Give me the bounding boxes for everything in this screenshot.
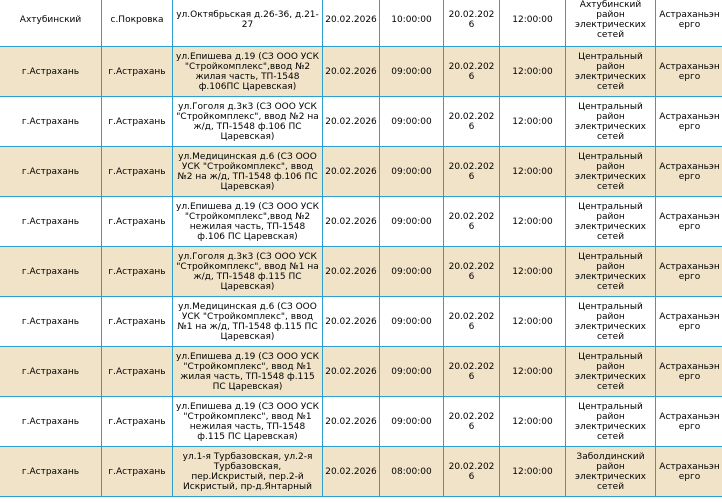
district-cell: Ахтубинский xyxy=(0,0,102,47)
company-cell: Астраханьэнерго xyxy=(656,47,722,97)
district-cell: г.Астрахань xyxy=(0,197,102,247)
end-date-cell: 20.02.2026 xyxy=(444,397,500,447)
table-row xyxy=(0,447,722,497)
end-date-cell: 20.02.2026 xyxy=(444,97,500,147)
end-date-cell: 20.02.2026 xyxy=(444,347,500,397)
company-cell: Астраханьэнерго xyxy=(656,0,722,47)
company-cell: Астраханьэнерго xyxy=(656,247,722,297)
table-row xyxy=(0,197,722,247)
table-row xyxy=(0,397,722,447)
end-time-cell: 12:00:00 xyxy=(500,447,566,497)
address-cell: ул.Епишева д.19 (СЗ ООО УСК "Стройкомплекс", ввод №1 нежилая часть, ТП-1548 ф.115 ПС Царевская) xyxy=(173,397,323,447)
network-cell: Ахтубинский район электрических сетей xyxy=(566,0,656,47)
end-date-cell: 20.02.2026 xyxy=(444,0,500,47)
start-time-cell: 09:00:00 xyxy=(380,197,444,247)
end-time-cell: 12:00:00 xyxy=(500,0,566,47)
start-date-cell: 20.02.2026 xyxy=(323,0,380,47)
district-cell: г.Астрахань xyxy=(0,447,102,497)
end-date-cell: 20.02.2026 xyxy=(444,197,500,247)
company-cell: Астраханьэнерго xyxy=(656,97,722,147)
end-date-cell: 20.02.2026 xyxy=(444,297,500,347)
end-date-cell: 20.02.2026 xyxy=(444,47,500,97)
start-time-cell: 09:00:00 xyxy=(380,47,444,97)
locality-cell: г.Астрахань xyxy=(102,197,173,247)
start-time-cell: 09:00:00 xyxy=(380,247,444,297)
district-cell: г.Астрахань xyxy=(0,247,102,297)
network-cell: Центральный район электрических сетей xyxy=(566,297,656,347)
start-time-cell: 09:00:00 xyxy=(380,147,444,197)
end-time-cell: 12:00:00 xyxy=(500,247,566,297)
address-cell: ул.Епишева д.19 (СЗ ООО УСК "Стройкомплекс", ввод №1 жилая часть, ТП-1548 ф.115 ПС Царевская) xyxy=(173,347,323,397)
end-time-cell: 12:00:00 xyxy=(500,147,566,197)
table-row xyxy=(0,0,722,47)
start-date-cell: 20.02.2026 xyxy=(323,247,380,297)
end-time-cell: 12:00:00 xyxy=(500,297,566,347)
start-date-cell: 20.02.2026 xyxy=(323,447,380,497)
address-cell: ул.Октябрьская д.26-36, д.21-27 xyxy=(173,0,323,47)
locality-cell: г.Астрахань xyxy=(102,297,173,347)
company-cell: Астраханьэнерго xyxy=(656,197,722,247)
address-cell: ул.Епишева д.19 (СЗ ООО УСК "Стройкомплекс",ввод №2 нежилая часть, ТП-1548 ф.106 ПС Царевская) xyxy=(173,197,323,247)
network-cell: Центральный район электрических сетей xyxy=(566,247,656,297)
start-date-cell: 20.02.2026 xyxy=(323,397,380,447)
start-time-cell: 09:00:00 xyxy=(380,397,444,447)
end-time-cell: 12:00:00 xyxy=(500,397,566,447)
end-date-cell: 20.02.2026 xyxy=(444,147,500,197)
network-cell: Заболдинский район электрических сетей xyxy=(566,447,656,497)
end-date-cell: 20.02.2026 xyxy=(444,247,500,297)
start-date-cell: 20.02.2026 xyxy=(323,47,380,97)
table-row xyxy=(0,247,722,297)
table-row xyxy=(0,97,722,147)
start-date-cell: 20.02.2026 xyxy=(323,97,380,147)
locality-cell: г.Астрахань xyxy=(102,97,173,147)
start-time-cell: 10:00:00 xyxy=(380,0,444,47)
district-cell: г.Астрахань xyxy=(0,147,102,197)
address-cell: ул.Епишева д.19 (СЗ ООО УСК "Стройкомплекс",ввод №2 жилая часть, ТП-1548 ф.106ПС Царевская) xyxy=(173,47,323,97)
network-cell: Центральный район электрических сетей xyxy=(566,197,656,247)
locality-cell: г.Астрахань xyxy=(102,147,173,197)
end-date-cell: 20.02.2026 xyxy=(444,447,500,497)
table-row xyxy=(0,147,722,197)
locality-cell: г.Астрахань xyxy=(102,347,173,397)
end-time-cell: 12:00:00 xyxy=(500,47,566,97)
start-date-cell: 20.02.2026 xyxy=(323,297,380,347)
start-time-cell: 09:00:00 xyxy=(380,97,444,147)
network-cell: Центральный район электрических сетей xyxy=(566,97,656,147)
start-date-cell: 20.02.2026 xyxy=(323,197,380,247)
company-cell: Астраханьэнерго xyxy=(656,297,722,347)
network-cell: Центральный район электрических сетей xyxy=(566,397,656,447)
address-cell: ул.Медицинская д.6 (СЗ ООО УСК "Стройкомплекс", ввод №2 на ж/д, ТП-1548 ф.106 ПС Царевская) xyxy=(173,147,323,197)
locality-cell: г.Астрахань xyxy=(102,47,173,97)
locality-cell: г.Астрахань xyxy=(102,247,173,297)
start-time-cell: 09:00:00 xyxy=(380,347,444,397)
company-cell: Астраханьэнерго xyxy=(656,147,722,197)
network-cell: Центральный район электрических сетей xyxy=(566,347,656,397)
table-row xyxy=(0,347,722,397)
company-cell: Астраханьэнерго xyxy=(656,447,722,497)
locality-cell: с.Покровка xyxy=(102,0,173,47)
company-cell: Астраханьэнерго xyxy=(656,347,722,397)
locality-cell: г.Астрахань xyxy=(102,447,173,497)
network-cell: Центральный район электрических сетей xyxy=(566,47,656,97)
address-cell: ул.Гоголя д.3к3 (СЗ ООО УСК "Стройкомплекс", ввод №2 на ж/д, ТП-1548 ф.106 ПС Царевская) xyxy=(173,97,323,147)
start-time-cell: 08:00:00 xyxy=(380,447,444,497)
end-time-cell: 12:00:00 xyxy=(500,197,566,247)
end-time-cell: 12:00:00 xyxy=(500,97,566,147)
end-time-cell: 12:00:00 xyxy=(500,347,566,397)
district-cell: г.Астрахань xyxy=(0,47,102,97)
table-row xyxy=(0,47,722,97)
locality-cell: г.Астрахань xyxy=(102,397,173,447)
table-row xyxy=(0,297,722,347)
district-cell: г.Астрахань xyxy=(0,347,102,397)
start-date-cell: 20.02.2026 xyxy=(323,147,380,197)
address-cell: ул.Медицинская д.6 (СЗ ООО УСК "Стройкомплекс", ввод №1 на ж/д, ТП-1548 ф.115 ПС Царевская) xyxy=(173,297,323,347)
start-time-cell: 09:00:00 xyxy=(380,297,444,347)
address-cell: ул.1-я Турбазовская, ул.2-я Турбазовская, пер.Искристый, пер.2-й Искристый, пр-д.Янтарный xyxy=(173,447,323,497)
district-cell: г.Астрахань xyxy=(0,97,102,147)
address-cell: ул.Гоголя д.3к3 (СЗ ООО УСК "Стройкомплекс", ввод №1 на ж/д, ТП-1548 ф.115 ПС Царевская) xyxy=(173,247,323,297)
district-cell: г.Астрахань xyxy=(0,297,102,347)
district-cell: г.Астрахань xyxy=(0,397,102,447)
network-cell: Центральный район электрических сетей xyxy=(566,147,656,197)
company-cell: Астраханьэнерго xyxy=(656,397,722,447)
start-date-cell: 20.02.2026 xyxy=(323,347,380,397)
